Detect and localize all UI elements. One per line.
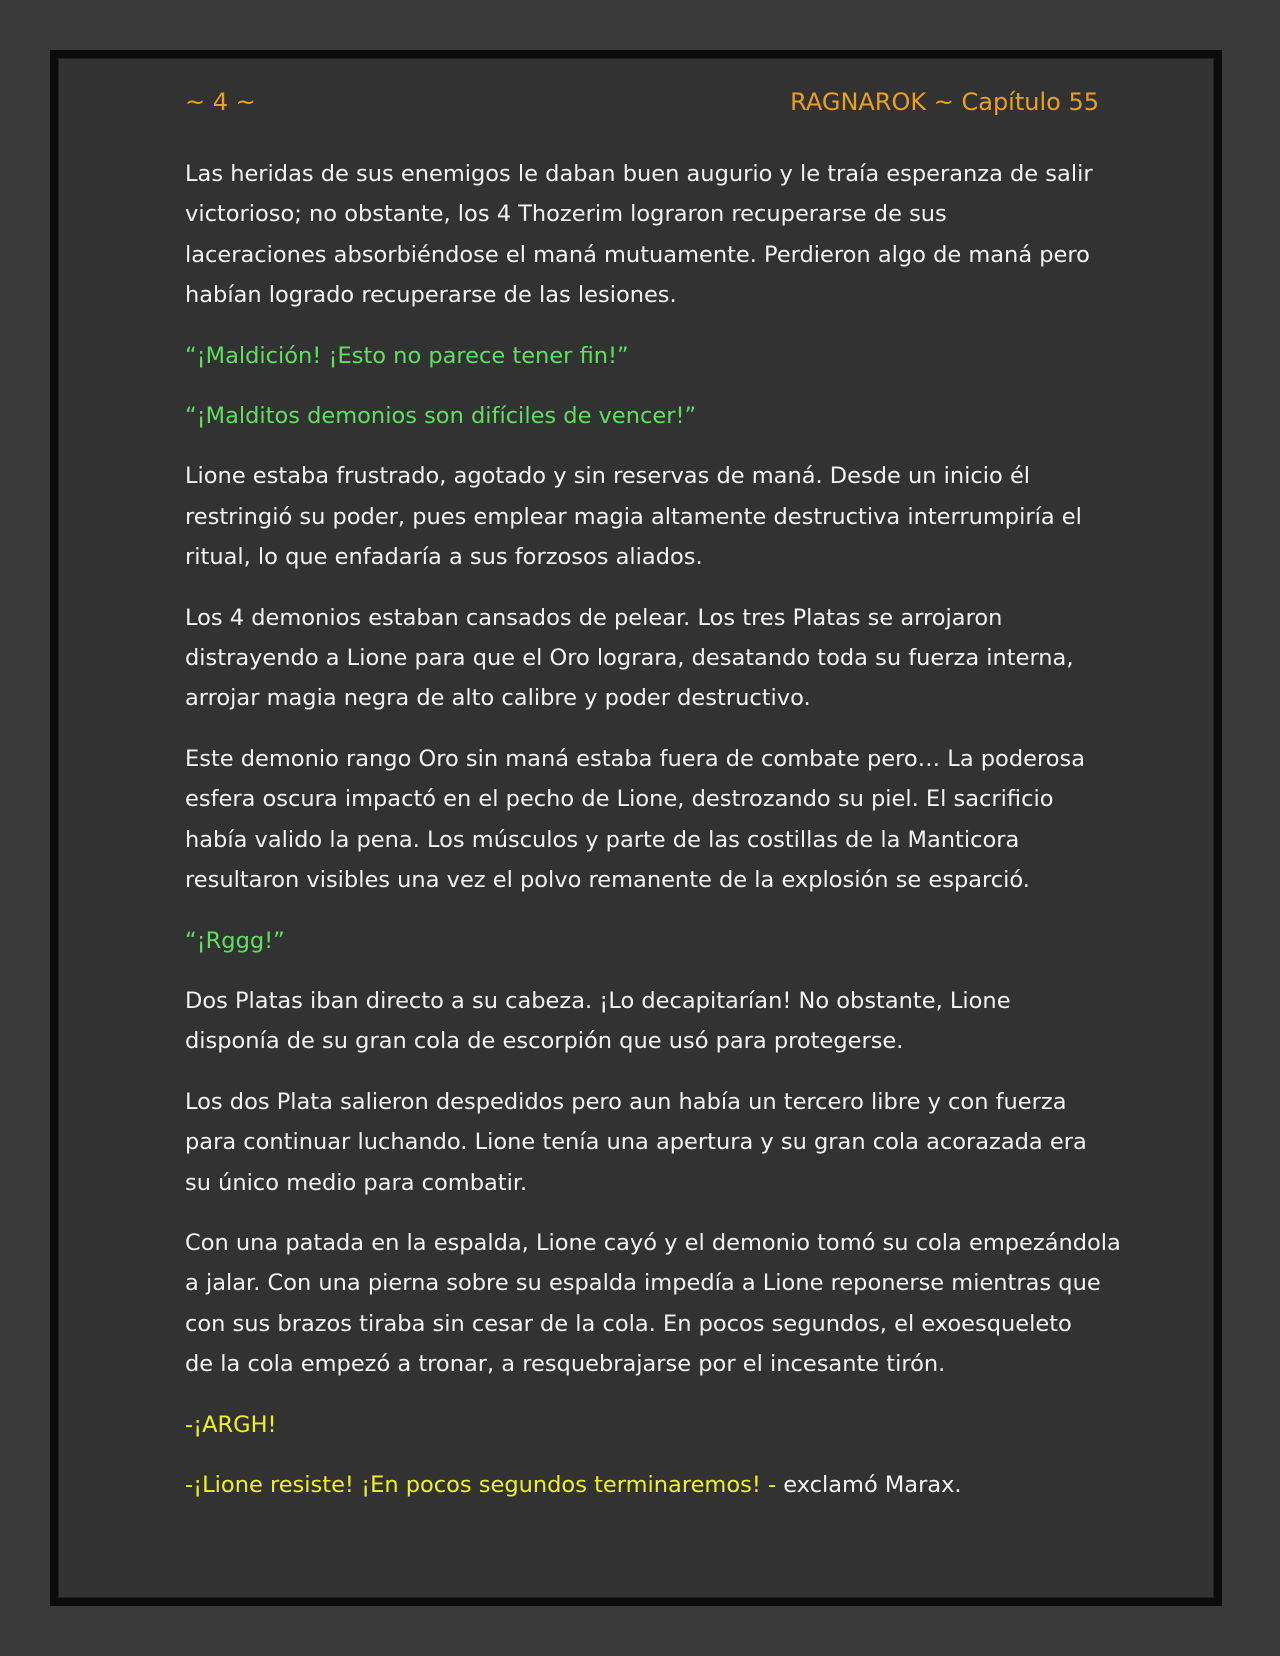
dialog-line: “¡Maldición! ¡Esto no parece tener fin!” [185,342,629,369]
page-content [185,154,1125,1525]
narration-paragraph: Dos Platas iban directo a su cabeza. ¡Lo decapitarían! No obstante, Lione disponía de su gran cola de escorpión que usó para protegerse. [185,987,1011,1055]
dialog-line: “¡Malditos demonios son difíciles de vencer!” [185,403,697,430]
chapter-title: RAGNAROK ~ Capítulo 55 [790,88,1099,116]
speaker-tag: exclamó Marax. [776,1471,962,1498]
narration-paragraph: Lione estaba frustrado, agotado y sin reservas de maná. Desde un inicio él restringió su poder, pues emplear magia altamente destructiva interrumpiría el ritual, lo que enfadaría a sus forzosos aliados. [185,463,1082,571]
page-header [185,84,1099,120]
page-number: ~ 4 ~ [185,88,256,116]
dialog-line-final [185,1465,1125,1505]
book-page [50,50,1222,1606]
dialog-line: -¡ARGH! [185,1411,277,1438]
narration-paragraph: Los 4 demonios estaban cansados de pelear. Los tres Platas se arrojaron distrayendo a Lione para que el Oro lograra, desatando toda su fuerza interna, arrojar magia negra de alto calibre y poder destructivo. [185,604,1074,712]
narration-paragraph: Con una patada en la espalda, Lione cayó y el demonio tomó su cola empezándola a jalar. Con una pierna sobre su espalda impedía a Lione reponerse mientras que con sus brazos tiraba sin cesar de la cola. En pocos segundos, el exoesqueleto de la cola empezó a tronar, a resquebrajarse por el incesante tirón. [185,1229,1121,1378]
dialog-line: “¡Rggg!” [185,927,285,954]
narration-paragraph: Este demonio rango Oro sin maná estaba fuera de combate pero… La poderosa esfera oscura impactó en el pecho de Lione, destrozando su piel. El sacrificio había valido la pena. Los músculos y parte de las costillas de la Manticora resultaron visibles una vez el polvo remanente de la explosión se esparció. [185,745,1085,894]
narration-paragraph: Los dos Plata salieron despedidos pero aun había un tercero libre y con fuerza para continuar luchando. Lione tenía una apertura y su gran cola acorazada era su único medio para combatir. [185,1088,1087,1196]
dialog-text: -¡Lione resiste! ¡En pocos segundos terminaremos! - [185,1471,777,1498]
narration-paragraph: Las heridas de sus enemigos le daban buen augurio y le traía esperanza de salir victorioso; no obstante, los 4 Thozerim lograron recuperarse de sus laceraciones absorbiéndose el maná mutuamente. Perdieron algo de maná pero habían logrado recuperarse de las lesiones. [185,161,1093,309]
